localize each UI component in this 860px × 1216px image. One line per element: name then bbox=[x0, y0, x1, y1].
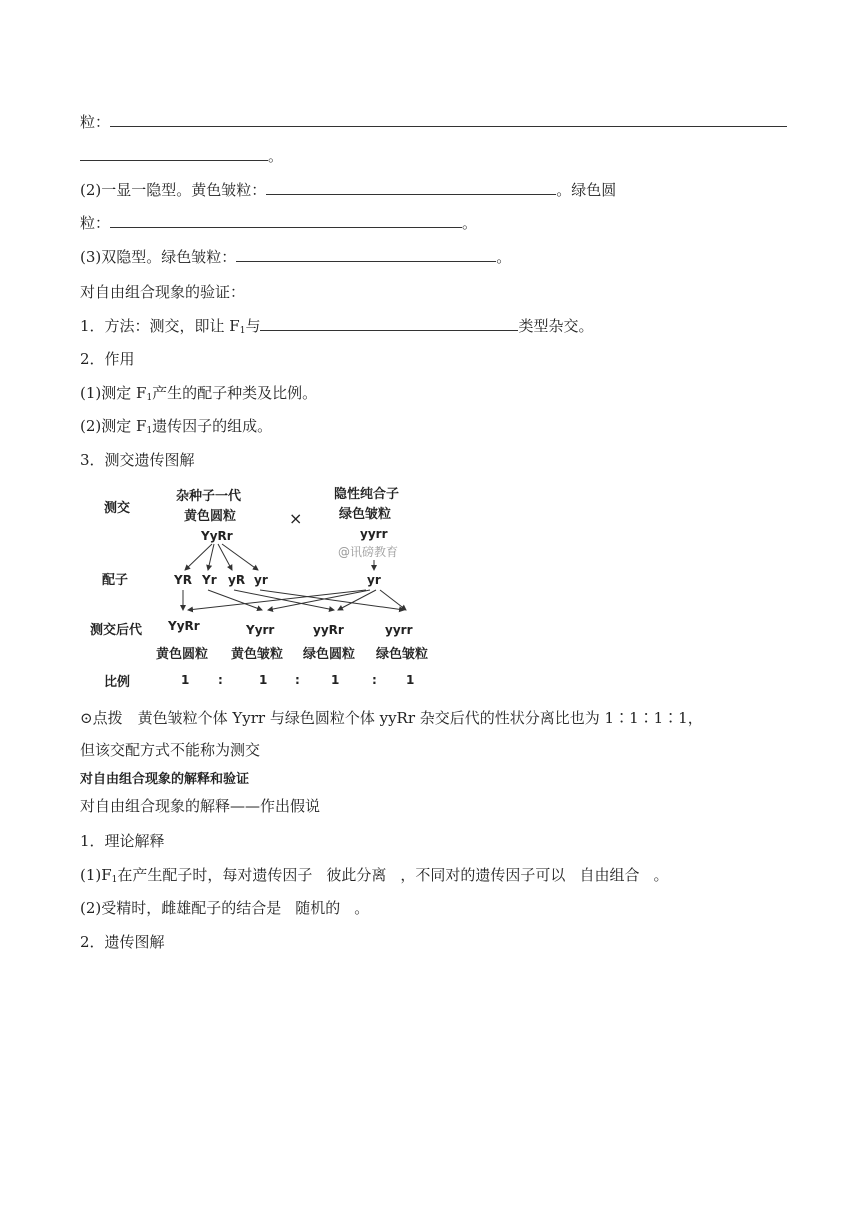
ratio-sep: : bbox=[218, 673, 223, 687]
line-text: 。绿色圆 bbox=[556, 181, 617, 199]
method-line bbox=[80, 316, 594, 341]
answer-text: 随机的 bbox=[295, 899, 341, 917]
answer-blank[interactable] bbox=[266, 180, 556, 195]
subscript: 1 bbox=[146, 426, 153, 436]
parent2-genotype: yyrr bbox=[360, 527, 388, 541]
row-label-cross: 测交 bbox=[104, 501, 131, 516]
subscript: 1 bbox=[239, 326, 246, 336]
line-text: 产生的配子种类及比例。 bbox=[152, 384, 318, 402]
recessive-one-line bbox=[80, 180, 616, 200]
line-end: 。 bbox=[496, 248, 512, 266]
gamete-1: YR bbox=[174, 573, 192, 587]
ratio-sep: : bbox=[372, 673, 377, 687]
cross-symbol: × bbox=[289, 509, 303, 528]
gamete-parent2: yr bbox=[367, 573, 381, 587]
subscript: 1 bbox=[111, 875, 118, 885]
section-title: 对自由组合现象的解释和验证 bbox=[80, 772, 250, 787]
offspring-4: yyrr bbox=[385, 623, 413, 637]
function-item-2 bbox=[80, 416, 272, 441]
theory-item-1 bbox=[80, 865, 668, 890]
line-text: 遗传因子的组成。 bbox=[152, 417, 273, 435]
subscript: 1 bbox=[146, 393, 153, 403]
parent2-line1: 隐性纯合子 bbox=[334, 487, 400, 502]
line-text: 。 bbox=[354, 899, 370, 917]
ratio-4: 1 bbox=[406, 673, 415, 687]
answer-text: 自由组合 bbox=[579, 866, 640, 884]
tip-line-1: ⊙点拨 黄色皱粒个体 Yyrr 与绿色圆粒个体 yyRr 杂交后代的性状分离比也为 1∶1∶1∶1， bbox=[80, 709, 703, 727]
phenotype-2: 黄色皱粒 bbox=[231, 647, 284, 662]
blank-line-2 bbox=[80, 146, 283, 166]
theory-item-2 bbox=[80, 898, 369, 918]
parent2-line2: 绿色皱粒 bbox=[339, 507, 392, 522]
line-prefix: 粒： bbox=[80, 113, 111, 131]
function-item-1 bbox=[80, 383, 317, 408]
genetic-diagram-title: 2．遗传图解 bbox=[80, 933, 165, 951]
line-text: 类型杂交。 bbox=[518, 317, 594, 335]
phenotype-3: 绿色圆粒 bbox=[303, 647, 356, 662]
offspring-2: Yyrr bbox=[246, 623, 275, 637]
line-text: 1．方法：测交，即让 F bbox=[80, 317, 240, 335]
answer-text: 彼此分离 bbox=[326, 866, 387, 884]
testcross-diagram bbox=[84, 482, 444, 692]
line-end: 。 bbox=[268, 147, 284, 165]
parent1-genotype: YyRr bbox=[201, 529, 233, 543]
line-text: (2)测定 F bbox=[80, 417, 147, 435]
line-text: ，不同对的遗传因子可以 bbox=[400, 866, 566, 884]
line-text: 与 bbox=[245, 317, 261, 335]
row-label-offspring: 测交后代 bbox=[90, 623, 143, 638]
answer-blank[interactable] bbox=[110, 213, 462, 228]
function-title: 2．作用 bbox=[80, 350, 135, 368]
parent1-line1: 杂种子一代 bbox=[176, 489, 242, 504]
answer-blank[interactable] bbox=[260, 316, 518, 331]
line-prefix: 粒： bbox=[80, 214, 111, 232]
row-label-gamete: 配子 bbox=[102, 573, 129, 588]
phenotype-4: 绿色皱粒 bbox=[376, 647, 429, 662]
gamete-3: yR bbox=[228, 573, 246, 587]
blank-line-3 bbox=[80, 213, 477, 233]
ratio-1: 1 bbox=[181, 673, 190, 687]
gamete-2: Yr bbox=[202, 573, 217, 587]
line-text: (3)双隐型。绿色皱粒： bbox=[80, 248, 237, 266]
tip-line-2: 但该交配方式不能称为测交 bbox=[80, 741, 261, 759]
theory-title: 1．理论解释 bbox=[80, 832, 165, 850]
offspring-1: YyRr bbox=[168, 619, 200, 633]
explain-title: 对自由组合现象的解释——作出假说 bbox=[80, 797, 321, 815]
line-text: (2)一显一隐型。黄色皱粒： bbox=[80, 181, 267, 199]
phenotype-1: 黄色圆粒 bbox=[156, 647, 209, 662]
line-text: 。 bbox=[653, 866, 669, 884]
line-text: (2)受精时，雌雄配子的结合是 bbox=[80, 899, 282, 917]
row-label-ratio: 比例 bbox=[104, 675, 131, 690]
line-text: 在产生配子时，每对遗传因子 bbox=[117, 866, 313, 884]
parent1-line2: 黄色圆粒 bbox=[184, 509, 237, 524]
line-text: (1)F bbox=[80, 866, 112, 884]
blank-line-1 bbox=[80, 112, 787, 132]
watermark: @讯磅教育 bbox=[338, 545, 399, 559]
verify-title: 对自由组合现象的验证： bbox=[80, 283, 246, 301]
ratio-sep: : bbox=[295, 673, 300, 687]
line-end: 。 bbox=[462, 214, 478, 232]
line-text: (1)测定 F bbox=[80, 384, 147, 402]
ratio-2: 1 bbox=[259, 673, 268, 687]
answer-blank[interactable] bbox=[110, 112, 787, 127]
double-recessive-line bbox=[80, 247, 511, 267]
offspring-3: yyRr bbox=[313, 623, 344, 637]
gamete-4: yr bbox=[254, 573, 268, 587]
answer-blank[interactable] bbox=[236, 247, 496, 262]
diagram-title: 3．测交遗传图解 bbox=[80, 451, 195, 469]
ratio-3: 1 bbox=[331, 673, 340, 687]
answer-blank[interactable] bbox=[80, 146, 268, 161]
